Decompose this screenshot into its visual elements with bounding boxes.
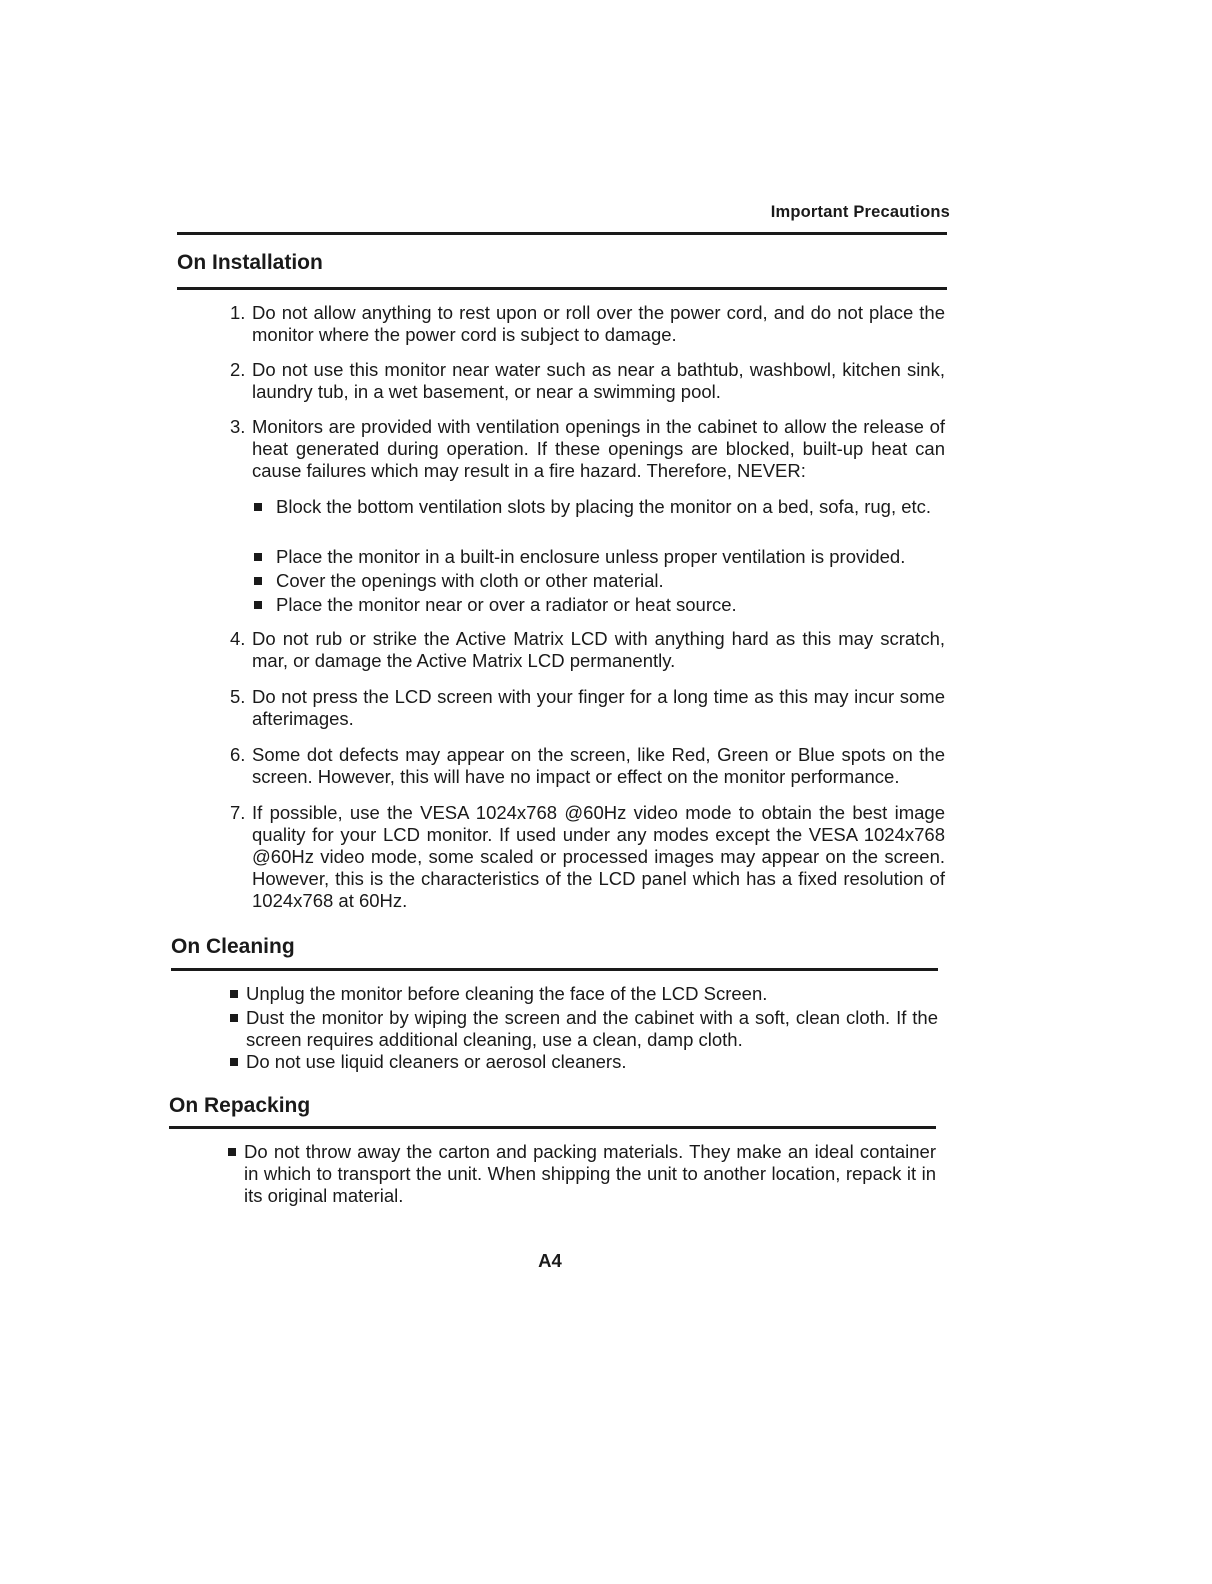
never-bullet (254, 570, 945, 592)
list-item (230, 359, 945, 405)
bullet-square-icon (254, 553, 262, 561)
section-rule-repacking (169, 1126, 936, 1129)
installation-list (230, 302, 945, 922)
list-item-number: 4. (230, 628, 246, 649)
never-bullet (254, 496, 945, 542)
bullet-square-icon (230, 1014, 238, 1022)
section-rule-cleaning (171, 968, 938, 971)
bullet-square-icon (230, 990, 238, 998)
list-item (230, 802, 945, 917)
list-item-number: 6. (230, 744, 246, 765)
list-item-number: 7. (230, 802, 246, 823)
repacking-list (228, 1141, 936, 1211)
bullet-square-icon (228, 1148, 236, 1156)
bullet-square-icon (254, 601, 262, 609)
never-bullet (254, 546, 945, 568)
bullet-square-icon (254, 577, 262, 585)
bullet-text: Place the monitor near or over a radiator or heat source. (276, 594, 737, 615)
list-item (230, 416, 945, 486)
list-item-text: Do not rub or strike the Active Matrix LCD with anything hard as this may scratch, mar, or damage the Active Matrix LCD permanently. (252, 628, 945, 671)
list-item (230, 686, 945, 732)
bullet-text: Do not throw away the carton and packing materials. They make an ideal container in which to transport the unit. When shipping the unit to another location, repack it in its original material. (244, 1141, 936, 1206)
bullet-text: Do not use liquid cleaners or aerosol cleaners. (246, 1051, 627, 1072)
list-item-text: Do not press the LCD screen with your finger for a long time as this may incur some afterimages. (252, 686, 945, 729)
bullet-text: Place the monitor in a built-in enclosure unless proper ventilation is provided. (276, 546, 906, 567)
list-item (230, 744, 945, 790)
list-item-text: If possible, use the VESA 1024x768 @60Hz video mode to obtain the best image quality for your LCD monitor. If used under any modes except the VESA 1024x768 @60Hz video mode, some scaled or processed images may appear on the screen. However, this is the characteristics of the LCD panel which has a fixed resolution of 1024x768 at 60Hz. (252, 802, 945, 911)
list-item (230, 628, 945, 674)
list-item-number: 3. (230, 416, 246, 437)
list-item-text: Do not use this monitor near water such as near a bathtub, washbowl, kitchen sink, laundry tub, in a wet basement, or near a swimming pool. (252, 359, 945, 402)
cleaning-bullet (230, 1007, 938, 1051)
bullet-square-icon (254, 503, 262, 511)
list-item-number: 5. (230, 686, 246, 707)
page-number: A4 (538, 1250, 562, 1271)
running-header: Important Precautions (770, 203, 950, 221)
list-item-number: 1. (230, 302, 246, 323)
bullet-text: Dust the monitor by wiping the screen and the cabinet with a soft, clean cloth. If the screen requires additional cleaning, use a clean, damp cloth. (246, 1007, 938, 1050)
list-item-text: Some dot defects may appear on the screen, like Red, Green or Blue spots on the screen. However, this will have no impact or effect on the monitor performance. (252, 744, 945, 787)
never-bullet (254, 594, 945, 616)
repacking-bullet (228, 1141, 936, 1209)
cleaning-bullet (230, 1051, 938, 1073)
list-item (230, 302, 945, 348)
section-rule-installation (177, 287, 947, 290)
bullet-text: Cover the openings with cloth or other material. (276, 570, 664, 591)
list-item-text: Monitors are provided with ventilation openings in the cabinet to allow the release of heat generated during operation. If these openings are blocked, built-up heat can cause failures which may result in a fire hazard. Therefore, NEVER: (252, 416, 945, 481)
list-item-text: Do not allow anything to rest upon or roll over the power cord, and do not place the monitor where the power cord is subject to damage. (252, 302, 945, 345)
bullet-text: Block the bottom ventilation slots by placing the monitor on a bed, sofa, rug, etc. (276, 496, 932, 517)
header-rule (177, 232, 947, 235)
list-item-number: 2. (230, 359, 246, 380)
section-title-repacking: On Repacking (169, 1094, 311, 1117)
bullet-text: Unplug the monitor before cleaning the face of the LCD Screen. (246, 983, 768, 1004)
section-title-cleaning: On Cleaning (171, 935, 295, 958)
cleaning-list (230, 983, 938, 1075)
cleaning-bullet (230, 983, 938, 1005)
section-title-installation: On Installation (177, 251, 323, 274)
bullet-square-icon (230, 1058, 238, 1066)
